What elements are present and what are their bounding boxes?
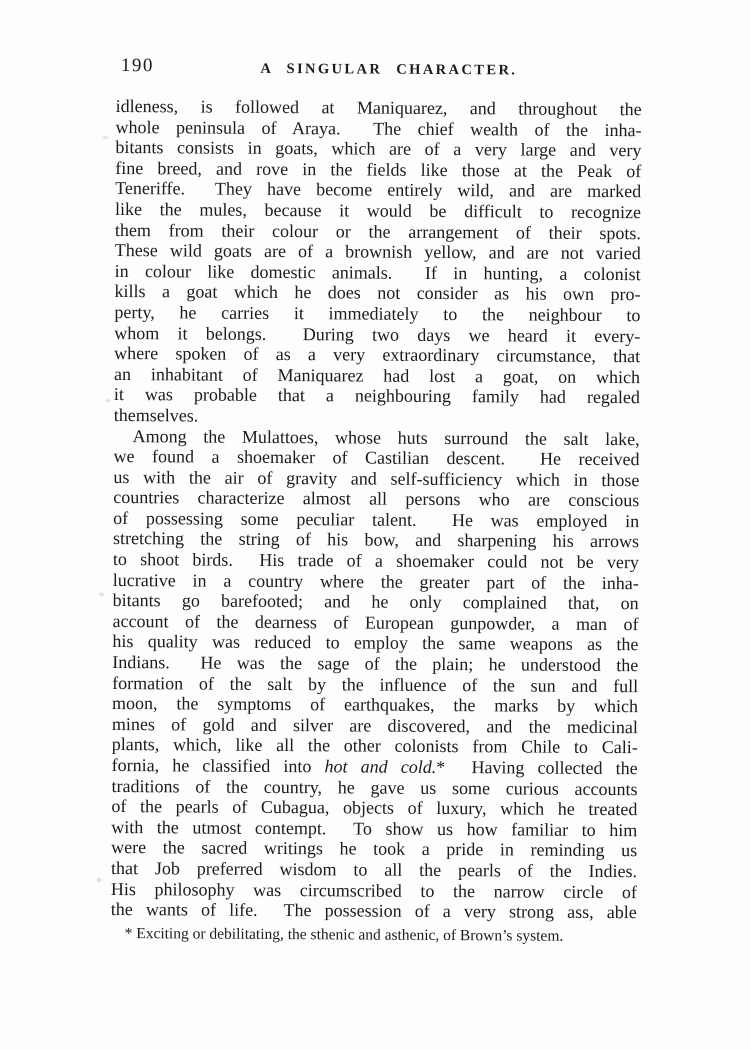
ink-speck <box>97 878 101 882</box>
text-line: themselves. <box>113 404 199 426</box>
text-line: kills a goat which he does not consider as his own pro- <box>114 281 641 305</box>
text-line: to shoot birds. His trade of a shoemaker could not be very <box>112 549 639 573</box>
paragraph <box>111 425 640 922</box>
text-line: us with the air of gravity and self-sufficiency which in those <box>113 466 640 490</box>
text-line: were the sacred writings he took a pride in reminding us <box>111 837 638 861</box>
paragraph <box>114 96 642 429</box>
text-line: Indians. He was the sage of the plain; he understood the <box>112 652 639 676</box>
text-line: Among the Mulattoes, whose huts surround the salt lake, <box>132 425 640 449</box>
text-line: perty, he carries it immediately to the neighbour to <box>114 301 641 326</box>
running-header: A SINGULAR CHARACTER. <box>260 60 518 79</box>
text-line: in colour like domestic animals. If in hunting, a colonist <box>114 260 641 284</box>
text-line: the wants of life. The possession of a very strong ass, able <box>110 899 637 923</box>
text-line: stretching the string of his bow, and sharpening his arrows <box>112 528 640 552</box>
text-body <box>111 96 642 923</box>
text-line: fornia, he classified into hot and cold.* Having collected the <box>111 754 638 779</box>
text-line: countries characterize almost all persons who are conscious <box>113 487 640 511</box>
text-line: Teneriffe. They have become entirely wild, and are marked <box>115 178 642 202</box>
page-header <box>116 54 642 83</box>
text-line: where spoken of as a very extraordinary circumstance, that <box>114 343 641 367</box>
text-line: moon, the symptoms of earthquakes, the marks by which <box>111 693 639 717</box>
text-line: we found a shoemaker of Castilian descent. He received <box>113 446 640 470</box>
footnote: * Exciting or debilitating, the sthenic and asthenic, of Brown’s system. <box>124 924 564 945</box>
page-number: 190 <box>120 55 154 77</box>
text-line: His philosophy was circumscribed to the narrow circle of <box>110 878 637 902</box>
text-line: whom it belongs. During two days we heard it every- <box>114 322 641 346</box>
ink-speck <box>99 593 104 596</box>
text-line: of possessing some peculiar talent. He was employed in <box>113 507 640 532</box>
text-line: plants, which, like all the other colonists from Chile to Cali- <box>111 734 638 758</box>
text-line: account of the dearness of European gunpowder, a man of <box>112 610 639 635</box>
text-line: These wild goats are of a brownish yellow, and are not varied <box>114 240 641 264</box>
text-line: it was probable that a neighbouring family had regaled <box>113 384 640 408</box>
text-line: idleness, is followed at Maniquarez, and throughout the <box>115 95 642 120</box>
text-line: whole peninsula of Araya. The chief wealth of the inha- <box>115 116 642 140</box>
text-line: them from their colour or the arrangement of their spots. <box>114 219 641 243</box>
text-line: an inhabitant of Maniquarez had lost a goat, on which <box>113 363 641 387</box>
text-line: bitants consists in goats, which are of a very large and very <box>115 137 642 161</box>
text-line: mines of gold and silver are discovered, and the medicinal <box>111 713 638 738</box>
text-line: like the mules, because it would be difficult to recognize <box>114 198 642 223</box>
ink-speck <box>106 399 110 402</box>
text-line: formation of the salt by the influence of the sun and full <box>112 672 639 696</box>
text-block <box>111 54 642 946</box>
text-line: lucrative in a country where the greater part of the inha- <box>112 569 639 593</box>
ink-speck <box>103 136 108 139</box>
text-line: of the pearls of Cubagua, objects of luxury, which he treated <box>111 796 638 820</box>
text-line: his quality was reduced to employ the same weapons as the <box>112 631 639 655</box>
text-line: traditions of the country, he gave us some curious accounts <box>111 775 638 799</box>
text-line: fine breed, and rove in the fields like those at the Peak of <box>115 157 642 181</box>
text-line: that Job preferred wisdom to all the pearls of the Indies. <box>110 857 638 882</box>
text-line: with the utmost contempt. To show us how familiar to him <box>111 816 638 840</box>
text-line: bitants go barefooted; and he only complained that, on <box>112 590 639 614</box>
